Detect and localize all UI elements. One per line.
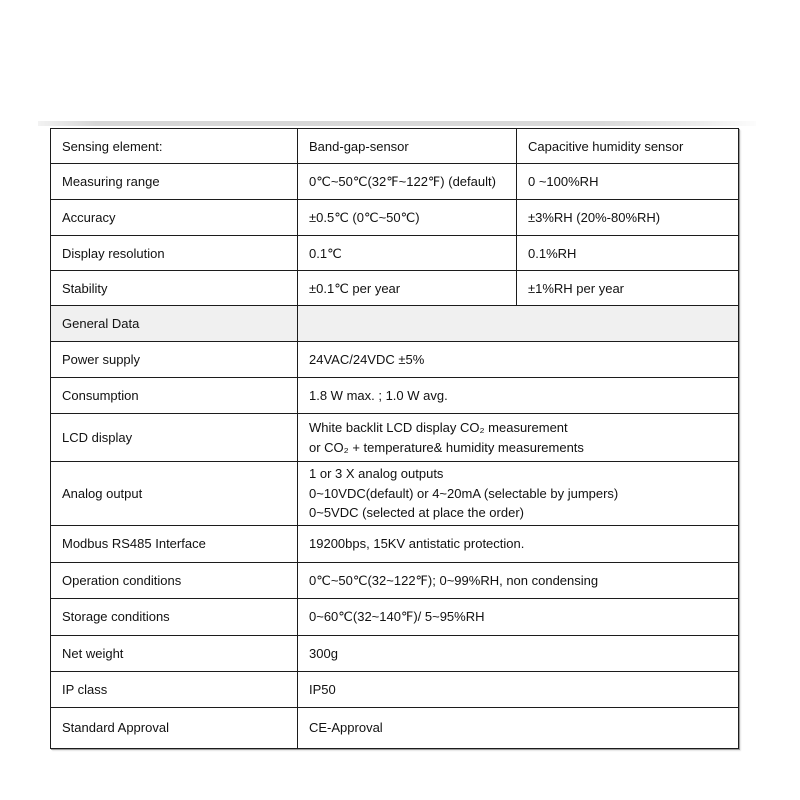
spec-value-line: 0~10VDC(default) or 4~20mA (selectable by jumpers) <box>309 485 619 501</box>
spec-value-humidity: ±1%RH per year <box>517 271 739 306</box>
spec-label: Operation conditions <box>51 562 298 598</box>
table-section-general-data <box>51 306 739 342</box>
spec-value-temperature: 0.1℃ <box>298 236 517 271</box>
spec-value-line: White backlit LCD display CO₂ measurement <box>309 420 568 435</box>
table-row-stability <box>51 271 739 306</box>
spec-value: 24VAC/24VDC ±5% <box>298 342 739 378</box>
table-row-display-resolution <box>51 236 739 271</box>
table-row-consumption <box>51 378 739 414</box>
table-row-lcd-display <box>51 414 739 462</box>
spec-value-humidity: ±3%RH (20%-80%RH) <box>517 200 739 236</box>
section-header-label: General Data <box>51 306 298 342</box>
spec-value: 0℃~50℃(32~122℉); 0~99%RH, non condensing <box>298 562 739 598</box>
spec-value-line: 1 or 3 X analog outputs <box>309 466 444 481</box>
spec-label: Sensing element: <box>51 129 298 164</box>
scan-shadow-bar <box>38 121 756 126</box>
spec-value: 0~60℃(32~140℉)/ 5~95%RH <box>298 598 739 635</box>
section-header-spacer <box>298 306 739 342</box>
spec-value-line: or CO₂ + temperature& humidity measurements <box>309 439 584 455</box>
table-row-modbus-interface <box>51 525 739 562</box>
table-row-standard-approval <box>51 707 739 748</box>
table-row-storage-conditions <box>51 598 739 635</box>
spec-label: Net weight <box>51 635 298 671</box>
spec-label: Standard Approval <box>51 707 298 748</box>
spec-label: IP class <box>51 671 298 707</box>
table-row-analog-output <box>51 462 739 526</box>
spec-label: Consumption <box>51 378 298 414</box>
spec-value-temperature: 0℃~50℃(32℉~122℉) (default) <box>298 164 517 200</box>
spec-value-humidity: 0.1%RH <box>517 236 739 271</box>
table-row-operation-conditions <box>51 562 739 598</box>
spec-value: CE-Approval <box>298 707 739 748</box>
table-row-accuracy <box>51 200 739 236</box>
spec-label: Stability <box>51 271 298 306</box>
table-row-ip-class <box>51 671 739 707</box>
spec-value: 300g <box>298 635 739 671</box>
spec-value-line: 0~5VDC (selected at place the order) <box>309 505 524 520</box>
specification-table <box>50 128 739 749</box>
table-row-measuring-range <box>51 164 739 200</box>
spec-value <box>298 462 739 526</box>
spec-value-temperature: ±0.1℃ per year <box>298 271 517 306</box>
spec-label: Analog output <box>51 462 298 526</box>
spec-label: Accuracy <box>51 200 298 236</box>
spec-value: IP50 <box>298 671 739 707</box>
spec-value-humidity: Capacitive humidity sensor <box>517 129 739 164</box>
spec-label: Display resolution <box>51 236 298 271</box>
spec-value: 1.8 W max. ; 1.0 W avg. <box>298 378 739 414</box>
spec-value: 19200bps, 15KV antistatic protection. <box>298 525 739 562</box>
spec-value-temperature: Band-gap-sensor <box>298 129 517 164</box>
table-row-net-weight <box>51 635 739 671</box>
spec-label: Modbus RS485 Interface <box>51 525 298 562</box>
table-row-sensing-element <box>51 129 739 164</box>
spec-label: Measuring range <box>51 164 298 200</box>
table-row-power-supply <box>51 342 739 378</box>
spec-label: Power supply <box>51 342 298 378</box>
spec-label: LCD display <box>51 414 298 462</box>
spec-value <box>298 414 739 462</box>
spec-label: Storage conditions <box>51 598 298 635</box>
spec-value-humidity: 0 ~100%RH <box>517 164 739 200</box>
spec-value-temperature: ±0.5℃ (0℃~50℃) <box>298 200 517 236</box>
